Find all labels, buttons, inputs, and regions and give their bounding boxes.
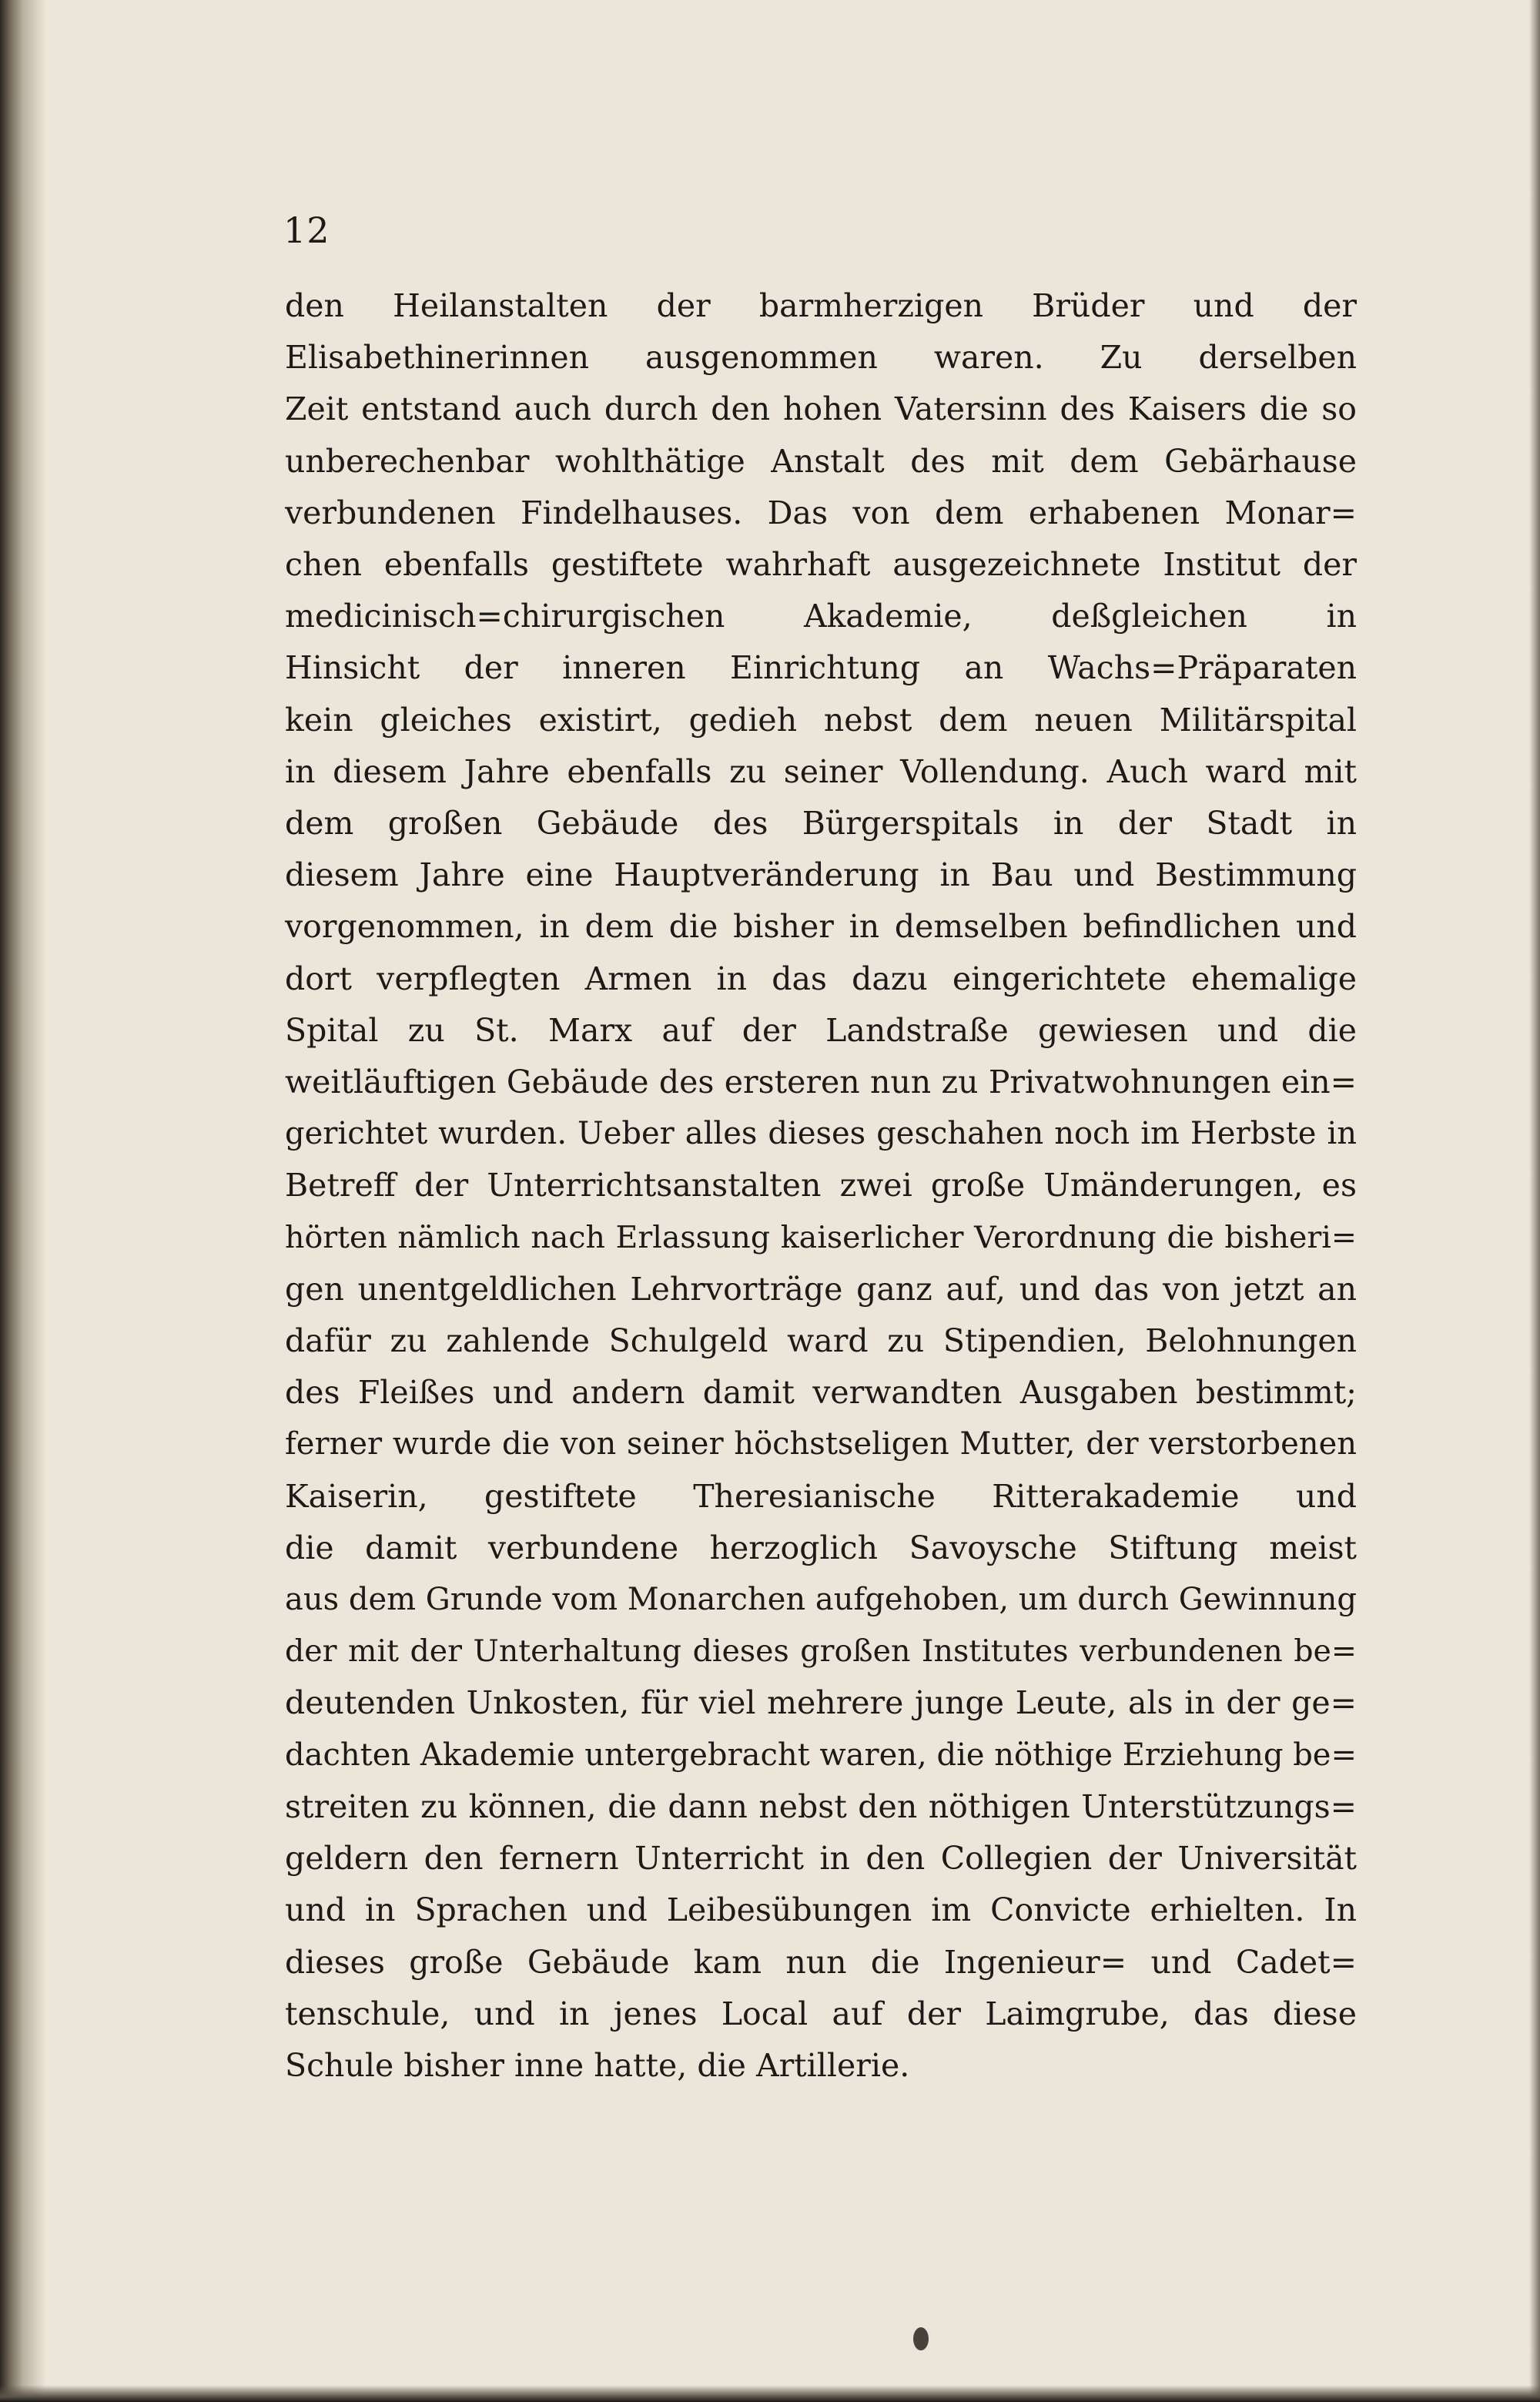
text-line: hörten nämlich nach Erlassung kaiserlicher Verordnung die bisheri= — [285, 1219, 1357, 1255]
text-line: Kaiserin, gestiftete Theresianische Ritterakademie und — [285, 1477, 1357, 1515]
text-line: des Fleißes und andern damit verwandten Ausgaben bestimmt; — [285, 1374, 1357, 1412]
text-line: Betreff der Unterrichtsanstalten zwei große Umänderungen, es — [285, 1167, 1357, 1204]
text-line: tenschule, und in jenes Local auf der Laimgrube, das diese — [285, 1995, 1357, 2032]
text-line: deutenden Unkosten, für viel mehrere junge Leute, als in der ge= — [285, 1684, 1357, 1722]
text-line: geldern den fernern Unterricht in den Collegien der Universität — [285, 1840, 1357, 1878]
text-line: dort verpflegten Armen in das dazu eingerichtete ehemalige — [285, 960, 1357, 997]
text-line: Hinsicht der inneren Einrichtung an Wachs=Präparaten — [285, 649, 1357, 687]
body-text — [285, 280, 1357, 2092]
text-line: Elisabethinerinnen ausgenommen waren. Zu derselben — [285, 339, 1357, 377]
text-line: dieses große Gebäude kam nun die Ingenieur= und Cadet= — [285, 1943, 1357, 1981]
text-line: unberechenbar wohlthätige Anstalt des mit dem Gebärhause — [285, 442, 1357, 480]
text-line: und in Sprachen und Leibesübungen im Convicte erhielten. In — [285, 1891, 1357, 1929]
text-line: dafür zu zahlende Schulgeld ward zu Stipendien, Belohnungen — [285, 1322, 1357, 1360]
gutter-shadow — [0, 0, 46, 2402]
text-line: den Heilanstalten der barmherzigen Brüder und der — [285, 287, 1357, 324]
page-bottom-shadow — [0, 2385, 1540, 2402]
text-line: in diesem Jahre ebenfalls zu seiner Vollendung. Auch ward mit — [285, 752, 1357, 790]
page-number: 12 — [283, 209, 330, 251]
text-line: chen ebenfalls gestiftete wahrhaft ausgezeichnete Institut der — [285, 546, 1357, 584]
text-line: gen unentgeldlichen Lehrvorträge ganz auf, und das von jetzt an — [285, 1270, 1357, 1308]
text-line: vorgenommen, in dem die bisher in demselben befindlichen und — [285, 908, 1357, 946]
page-edge-shadow — [1529, 0, 1540, 2402]
text-line: diesem Jahre eine Hauptveränderung in Bau und Bestimmung — [285, 856, 1357, 894]
text-line: die damit verbundene herzoglich Savoysche Stiftung meist — [285, 1529, 1357, 1566]
text-line: Zeit entstand auch durch den hohen Vatersinn des Kaisers die so — [285, 390, 1357, 428]
text-line: weitläuftigen Gebäude des ersteren nun zu Privatwohnungen ein= — [285, 1064, 1357, 1101]
text-line: der mit der Unterhaltung dieses großen Institutes verbundenen be= — [285, 1633, 1357, 1670]
text-line: kein gleiches existirt, gedieh nebst dem neuen Militärspital — [285, 701, 1357, 739]
text-line: ferner wurde die von seiner höchstseligen Mutter, der verstorbenen — [285, 1426, 1357, 1462]
ink-blot — [913, 2327, 929, 2350]
text-line: verbundenen Findelhauses. Das von dem erhabenen Monar= — [285, 494, 1357, 531]
text-line: Schule bisher inne hatte, die Artillerie. — [285, 2046, 910, 2084]
text-line: medicinisch=chirurgischen Akademie, deßgleichen in — [285, 598, 1357, 635]
text-line: dachten Akademie untergebracht waren, die nöthige Erziehung be= — [285, 1737, 1357, 1773]
text-line: dem großen Gebäude des Bürgerspitals in der Stadt in — [285, 805, 1357, 843]
text-line: aus dem Grunde vom Monarchen aufgehoben, um durch Gewinnung — [285, 1582, 1357, 1618]
text-line: Spital zu St. Marx auf der Landstraße gewiesen und die — [285, 1011, 1357, 1049]
text-line: gerichtet wurden. Ueber alles dieses geschahen noch im Herbste in — [285, 1116, 1357, 1152]
text-line: streiten zu können, die dann nebst den nöthigen Unterstützungs= — [285, 1787, 1357, 1825]
